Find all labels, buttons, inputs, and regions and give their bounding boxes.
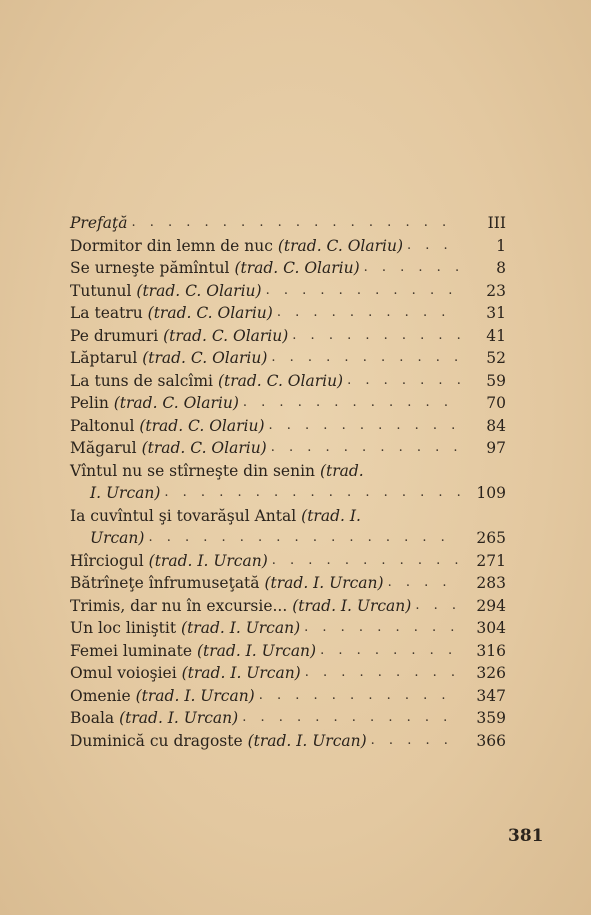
toc-entry (62, 505, 506, 528)
toc-entry-text: Pelin (70, 394, 114, 412)
toc-entry-text: Vîntul nu se stîrneşte din senin (70, 461, 320, 480)
toc-entry-translator: (trad. C. Olariu) (217, 371, 344, 390)
toc-entry-title (62, 527, 144, 550)
toc-entry-translator: (trad. C. Olariu) (136, 281, 262, 300)
toc-leader-dots (131, 212, 460, 235)
toc-leader-dots (277, 302, 460, 325)
toc-entry (62, 685, 506, 708)
toc-entry-title (62, 212, 127, 235)
toc-entry-text: Omenie (70, 686, 136, 705)
toc-leader-dots (320, 640, 460, 663)
toc-leader-dots (407, 235, 460, 258)
toc-entry (62, 325, 506, 348)
toc-leader-dots (271, 347, 460, 370)
toc-entry (62, 595, 506, 618)
toc-leader-dots (243, 392, 460, 415)
toc-entry-title (62, 257, 360, 280)
toc-entry-text: Boala (70, 709, 120, 727)
toc-entry (62, 730, 506, 753)
toc-entry-text: Ia cuvîntul şi tovarăşul Antal (70, 506, 302, 525)
toc-entry (62, 347, 506, 370)
toc-entry-text: Trimis, dar nu în excursie... (70, 596, 293, 615)
toc-entry (62, 640, 506, 663)
toc-entry-page: 316 (476, 641, 506, 660)
toc-entry-title (62, 437, 267, 460)
toc-entry-page: 347 (476, 686, 506, 705)
toc-entry-page: 41 (486, 326, 506, 345)
toc-entry (62, 392, 506, 415)
toc-entry-text: Tutunul (70, 281, 137, 300)
toc-entry-page: 265 (476, 529, 506, 547)
page-number: 381 (508, 826, 544, 846)
toc-leader-dots (364, 257, 460, 280)
toc-entry-text: Hîrciogul (70, 551, 149, 570)
toc-entry-title (62, 640, 316, 663)
toc-entry-title (62, 730, 367, 753)
toc-entry (62, 235, 506, 258)
toc-leader-dots (242, 707, 460, 730)
toc-entry-translator: (trad. C. Olariu) (141, 439, 267, 457)
toc-entry-translator: (trad. (319, 461, 364, 480)
toc-entry-page: 59 (486, 371, 506, 390)
toc-entry-translator: (trad. I. Urcan) (264, 574, 384, 592)
toc-entry-translator: (trad. I. Urcan) (196, 641, 317, 660)
toc-entry-translator: (trad. I. Urcan) (292, 596, 412, 615)
toc-entry-translator: (trad. C. Olariu) (147, 304, 273, 322)
toc-leader-dots (148, 527, 460, 550)
toc-entry-page: 8 (496, 259, 506, 277)
toc-entry (62, 302, 506, 325)
toc-entry-title (62, 482, 160, 505)
toc-entry-page: 366 (476, 731, 506, 750)
toc-entry-text: Pe drumuri (70, 326, 164, 345)
toc-entry (62, 415, 506, 438)
toc-entry (62, 662, 506, 685)
toc-entry-text: Prefaţă (70, 214, 128, 232)
toc-entry-text: Măgarul (70, 439, 142, 457)
toc-entry-title (62, 505, 361, 528)
toc-entry-title (62, 572, 384, 595)
toc-leader-dots (271, 437, 460, 460)
toc-entry-translator: (trad. C. Olariu) (113, 394, 239, 412)
toc-entry (62, 212, 506, 235)
toc-entry-title (62, 460, 364, 483)
toc-entry-text: Se urneşte pămîntul (70, 259, 235, 277)
toc-entry-title (62, 617, 300, 640)
toc-leader-dots (164, 482, 460, 505)
toc-entry-text: Duminică cu dragoste (70, 731, 248, 750)
toc-leader-dots (304, 617, 460, 640)
toc-entry (62, 527, 506, 550)
toc-leader-dots (272, 550, 460, 573)
toc-entry-translator: (trad. C. Olariu) (234, 259, 360, 277)
toc-entry-title (62, 415, 265, 438)
toc-entry-translator: (trad. C. Olariu) (163, 326, 289, 345)
toc-entry-title (62, 370, 343, 393)
toc-entry-title (62, 235, 403, 258)
toc-entry-text: Un loc liniştit (70, 619, 182, 637)
toc-entry-page: 97 (486, 439, 506, 457)
toc-leader-dots (292, 325, 460, 348)
toc-entry-title (62, 595, 411, 618)
toc-entry-title (62, 325, 288, 348)
toc-entry-text: Dormitor din lemn de nuc (70, 236, 278, 255)
toc-entry-text: Lăptarul (70, 349, 143, 367)
toc-entry-text: La tuns de salcîmi (70, 371, 218, 390)
toc-entry-translator: (trad. I. Urcan) (247, 731, 367, 750)
toc-entry (62, 280, 506, 303)
toc-leader-dots (415, 595, 460, 618)
toc-entry-page: III (487, 214, 506, 232)
toc-entry-translator: I. Urcan) (90, 484, 161, 502)
toc-entry-title (62, 685, 255, 708)
toc-leader-dots (259, 685, 460, 708)
toc-entry (62, 482, 506, 505)
toc-entry-page: 52 (486, 349, 506, 367)
toc-entry-translator: (trad. C. Olariu) (139, 416, 265, 435)
toc-entry-translator: (trad. C. Olariu) (142, 349, 268, 367)
toc-leader-dots (269, 415, 460, 438)
toc-entry-text: Paltonul (70, 416, 140, 435)
toc-entry-page: 23 (486, 281, 506, 300)
toc-entry-page: 271 (476, 551, 506, 570)
toc-entry-text: La teatru (70, 304, 148, 322)
toc-entry-title (62, 392, 239, 415)
toc-entry-title (62, 707, 238, 730)
toc-entry (62, 707, 506, 730)
toc-entry-title (62, 280, 262, 303)
toc-entry-translator: (trad. I. Urcan) (135, 686, 255, 705)
toc-entry-translator: (trad. I. (301, 506, 361, 525)
toc-leader-dots (266, 280, 460, 303)
toc-entry (62, 437, 506, 460)
toc-entry-translator: (trad. I. Urcan) (119, 709, 239, 727)
toc-entry-translator: (trad. C. Olariu) (277, 236, 404, 255)
toc-entry (62, 572, 506, 595)
toc-entry-page: 109 (476, 484, 506, 502)
toc-entry-title (62, 302, 273, 325)
toc-entry-page: 359 (476, 709, 506, 727)
toc-entry-page: 1 (496, 236, 506, 255)
toc-entry (62, 460, 506, 483)
toc-entry-page: 304 (476, 619, 506, 637)
toc-entry-page: 70 (486, 394, 506, 412)
toc-leader-dots (388, 572, 460, 595)
toc-entry-text: Bătrîneţe înfrumuseţată (70, 574, 265, 592)
toc-leader-dots (347, 370, 460, 393)
toc-entry-text: Omul voioşiei (70, 664, 182, 682)
toc-entry-page: 294 (476, 596, 506, 615)
toc-leader-dots (305, 662, 460, 685)
toc-entry (62, 370, 506, 393)
toc-entry-page: 283 (476, 574, 506, 592)
toc-entry-translator: (trad. I. Urcan) (181, 619, 301, 637)
toc-leader-dots (371, 730, 460, 753)
toc-entry-translator: (trad. I. Urcan) (148, 551, 268, 570)
toc-entry-page: 31 (486, 304, 506, 322)
toc-entry-translator: Urcan) (90, 529, 145, 547)
toc-entry (62, 257, 506, 280)
toc-entry-text: Femei luminate (70, 641, 197, 660)
toc-entry-title (62, 662, 301, 685)
toc-entry (62, 550, 506, 573)
toc-entry-title (62, 347, 267, 370)
toc-entry-page: 326 (476, 664, 506, 682)
toc-entry-translator: (trad. I. Urcan) (181, 664, 301, 682)
toc-entry (62, 617, 506, 640)
table-of-contents (62, 212, 506, 752)
toc-entry-page: 84 (486, 416, 506, 435)
toc-entry-title (62, 550, 268, 573)
